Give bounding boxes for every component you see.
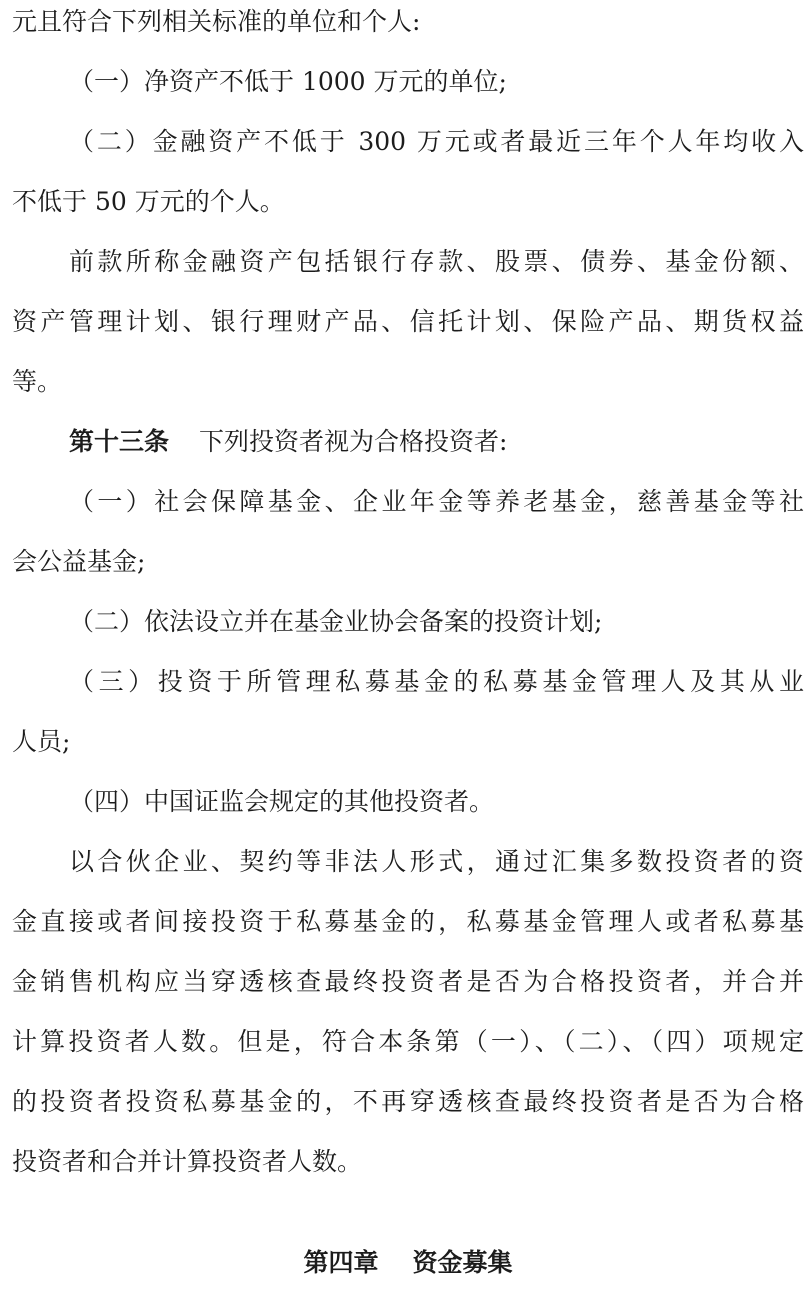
text-line: 以合伙企业、契约等非法人形式，通过汇集多数投资者的资: [69, 847, 804, 876]
text-line: （一）社会保障基金、企业年金等养老基金，慈善基金等社: [69, 487, 804, 516]
article-heading: [12, 412, 804, 472]
text-line: （一）净资产不低于 1000 万元的单位;: [69, 67, 507, 96]
intro-line: 元且符合下列相关标准的单位和个人:: [12, 7, 421, 36]
penetration-paragraph: [12, 832, 804, 1192]
text-line: （三）投资于所管理私募基金的私募基金管理人及其从业: [69, 667, 804, 696]
text-line: 资产管理计划、银行理财产品、信托计划、保险产品、期货权益: [12, 307, 804, 336]
article-text: 下列投资者视为合格投资者:: [199, 427, 508, 456]
text-line: （二）依法设立并在基金业协会备案的投资计划;: [69, 607, 603, 636]
text-line: 计算投资者人数。但是，符合本条第（一）、（二）、（四）项规定: [12, 1027, 804, 1056]
article-label: 第十三条: [69, 427, 170, 456]
investor-item-4: [12, 772, 804, 832]
investor-item-1: [12, 472, 804, 592]
chapter-title: 资金募集: [412, 1248, 513, 1277]
text-line: 的投资者投资私募基金的，不再穿透核查最终投资者是否为合格: [12, 1087, 804, 1116]
document-page: [12, 0, 804, 1288]
criterion-1: [12, 52, 804, 112]
financial-assets-note: [12, 232, 804, 412]
text-line: 人员;: [12, 727, 71, 756]
investor-item-2: [12, 592, 804, 652]
text-line: 金销售机构应当穿透核查最终投资者是否为合格投资者，并合并: [12, 967, 804, 996]
criterion-2: [12, 112, 804, 232]
text-line: 投资者和合并计算投资者人数。: [12, 1147, 363, 1176]
text-line: 不低于 50 万元的个人。: [12, 187, 285, 216]
text-line: （四）中国证监会规定的其他投资者。: [69, 787, 495, 816]
chapter-number: 第四章: [303, 1248, 379, 1277]
chapter-heading: [12, 1238, 804, 1288]
text-line: （二）金融资产不低于 300 万元或者最近三年个人年均收入: [69, 127, 804, 156]
text-line: 会公益基金;: [12, 547, 146, 576]
text-line: 等。: [12, 367, 63, 396]
text-line: 金直接或者间接投资于私募基金的，私募基金管理人或者私募基: [12, 907, 804, 936]
text-line: 前款所称金融资产包括银行存款、股票、债券、基金份额、: [69, 247, 804, 276]
investor-item-3: [12, 652, 804, 772]
